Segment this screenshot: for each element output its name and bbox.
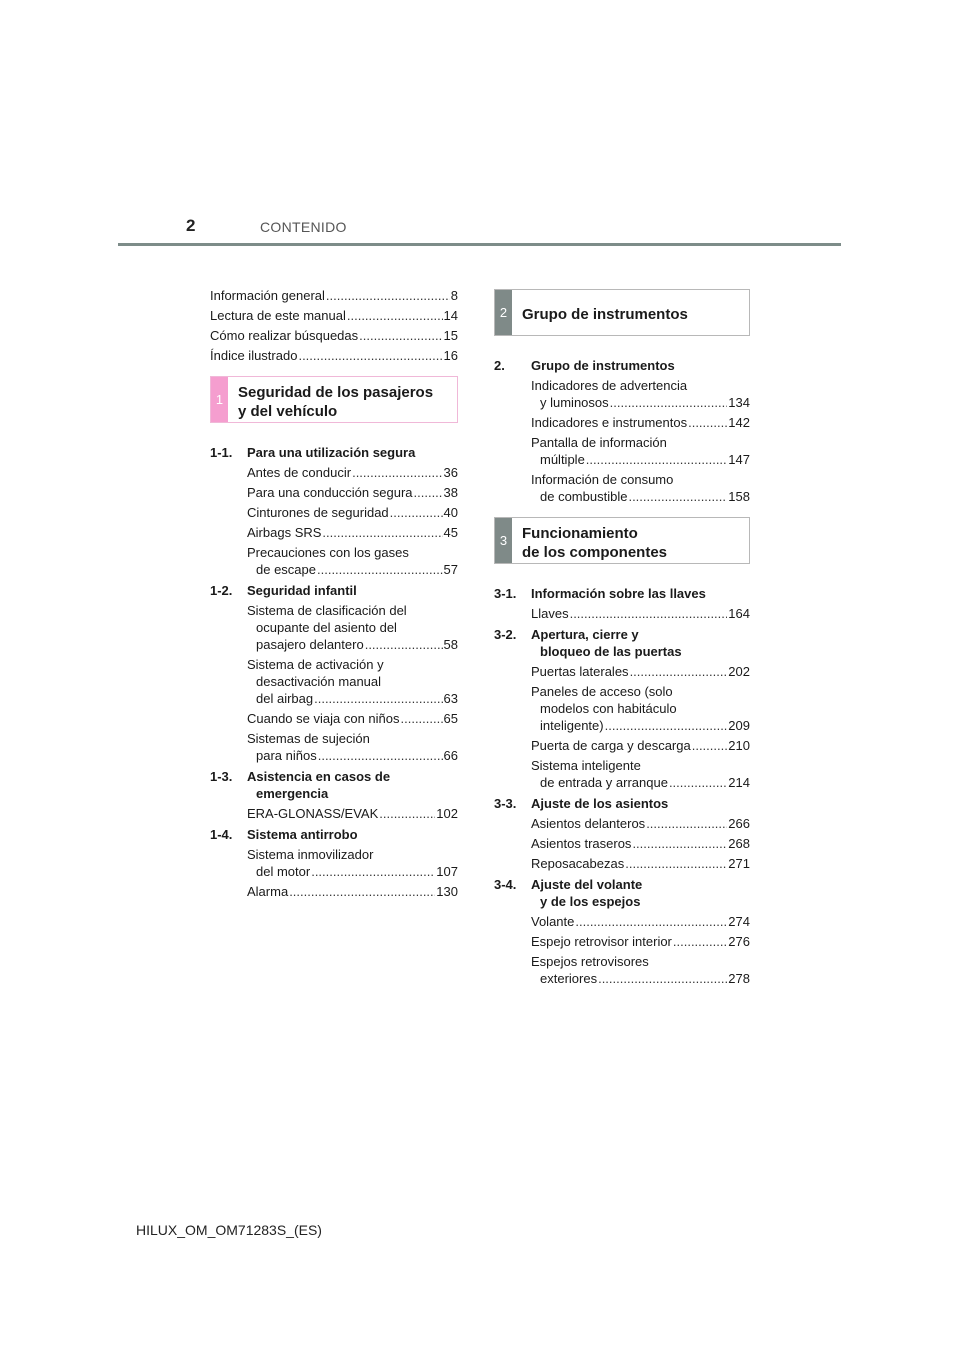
toc-entry[interactable] <box>210 307 458 324</box>
section-heading[interactable]: 3-2. Apertura, cierre y bloqueo de las puertas <box>494 627 682 659</box>
section-heading[interactable]: 3-4. Ajuste del volante y de los espejos <box>494 877 643 909</box>
toc-entry[interactable]: Espejo retrovisor interior ..... 276 <box>531 933 750 950</box>
leader-dots <box>326 287 450 304</box>
section-heading[interactable]: 3-1. Información sobre las llaves <box>494 586 706 601</box>
toc-entry-page: 8 <box>450 288 458 303</box>
toc-entry[interactable] <box>210 327 458 344</box>
section-heading[interactable]: 1-2. Seguridad infantil <box>210 583 357 598</box>
toc-entry[interactable]: Sistema de clasificación del ocupante del asiento del pasajero delantero ..... 58 <box>247 602 458 653</box>
toc-entry[interactable]: Reposacabezas ..... 271 <box>531 855 750 872</box>
chapter-1-title: Seguridad de los pasajeros y del vehículo <box>238 383 434 420</box>
section-heading[interactable]: 2. Grupo de instrumentos <box>494 358 675 373</box>
chapter-1-tab: 1 <box>211 377 228 422</box>
chapter-2-header[interactable] <box>494 289 750 336</box>
toc-entry[interactable]: Volante ..... 274 <box>531 913 750 930</box>
toc-entry[interactable]: Sistema de activación y desactivación manual del airbag ..... 63 <box>247 656 458 707</box>
intro-list <box>210 287 458 364</box>
chapter-3-tab: 3 <box>495 518 512 563</box>
toc-entry[interactable]: Paneles de acceso (solo modelos con habitáculo inteligente) ..... 209 <box>531 683 750 734</box>
toc-entry-page: 16 <box>443 348 458 363</box>
toc-entry[interactable]: Para una conducción segura ..... 38 <box>247 484 458 501</box>
chapter-3-title: Funcionamiento de los componentes <box>522 524 668 561</box>
toc-entry[interactable]: Pantalla de información múltiple ..... 147 <box>531 434 750 468</box>
toc-entry[interactable]: Puerta de carga y descarga ..... 210 <box>531 737 750 754</box>
page-title: CONTENIDO <box>260 219 347 235</box>
toc-entry[interactable]: Cuando se viaja con niños ..... 65 <box>247 710 458 727</box>
leader-dots <box>347 307 443 324</box>
toc-entry[interactable]: Puertas laterales ..... 202 <box>531 663 750 680</box>
chapter-2-title: Grupo de instrumentos <box>522 306 688 323</box>
toc-left-column <box>210 287 458 903</box>
toc-entry[interactable]: Cinturones de seguridad ..... 40 <box>247 504 458 521</box>
toc-entry-label: Lectura de este manual <box>210 308 346 323</box>
toc-entry[interactable]: Información de consumo de combustible ..... 158 <box>531 471 750 505</box>
page-number: 2 <box>186 216 196 235</box>
toc-entry-label: Información general <box>210 288 325 303</box>
section-heading[interactable]: 3-3. Ajuste de los asientos <box>494 796 669 811</box>
toc-entry[interactable]: Llaves ..... 164 <box>531 605 750 622</box>
toc-entry[interactable]: ERA-GLONASS/EVAK ..... 102 <box>247 805 458 822</box>
toc-entry[interactable]: Alarma ..... 130 <box>247 883 458 900</box>
toc-entry-label: Índice ilustrado <box>210 348 298 363</box>
toc-entry-label: Cómo realizar búsquedas <box>210 328 359 343</box>
toc-entry[interactable]: Asientos delanteros ..... 266 <box>531 815 750 832</box>
toc-entry[interactable]: Antes de conducir ..... 36 <box>247 464 458 481</box>
toc-entry[interactable]: Sistema inmovilizador del motor ..... 107 <box>247 846 458 880</box>
header-divider <box>118 243 841 246</box>
chapter-2-tab: 2 <box>495 290 512 335</box>
chapter-3-header[interactable] <box>494 517 750 564</box>
toc-entry[interactable]: Espejos retrovisores exteriores ..... 278 <box>531 953 750 987</box>
toc-entry[interactable]: Precauciones con los gases de escape ..... 57 <box>247 544 458 578</box>
toc-entry-page: 15 <box>443 328 458 343</box>
toc-right-column <box>494 289 750 990</box>
document-code: HILUX_OM_OM71283S_(ES) <box>136 1222 322 1238</box>
toc-entry[interactable]: Airbags SRS ..... 45 <box>247 524 458 541</box>
toc-entry-page: 14 <box>443 308 458 323</box>
toc-entry[interactable]: Indicadores e instrumentos ..... 142 <box>531 414 750 431</box>
toc-entry[interactable]: Indicadores de advertencia y luminosos ..... 134 <box>531 377 750 411</box>
section-heading[interactable]: 1-3. Asistencia en casos de emergencia <box>210 769 391 801</box>
toc-entry[interactable] <box>210 347 458 364</box>
leader-dots <box>359 327 442 344</box>
toc-entry[interactable]: Asientos traseros ..... 268 <box>531 835 750 852</box>
chapter-1-header[interactable] <box>210 376 458 423</box>
section-heading[interactable]: 1-1. Para una utilización segura <box>210 445 416 460</box>
section-heading[interactable]: 1-4. Sistema antirrobo <box>210 827 358 842</box>
leader-dots <box>298 347 442 364</box>
toc-entry[interactable]: Sistema inteligente de entrada y arranque ..... 214 <box>531 757 750 791</box>
toc-entry[interactable] <box>210 287 458 304</box>
toc-entry[interactable]: Sistemas de sujeción para niños ..... 66 <box>247 730 458 764</box>
